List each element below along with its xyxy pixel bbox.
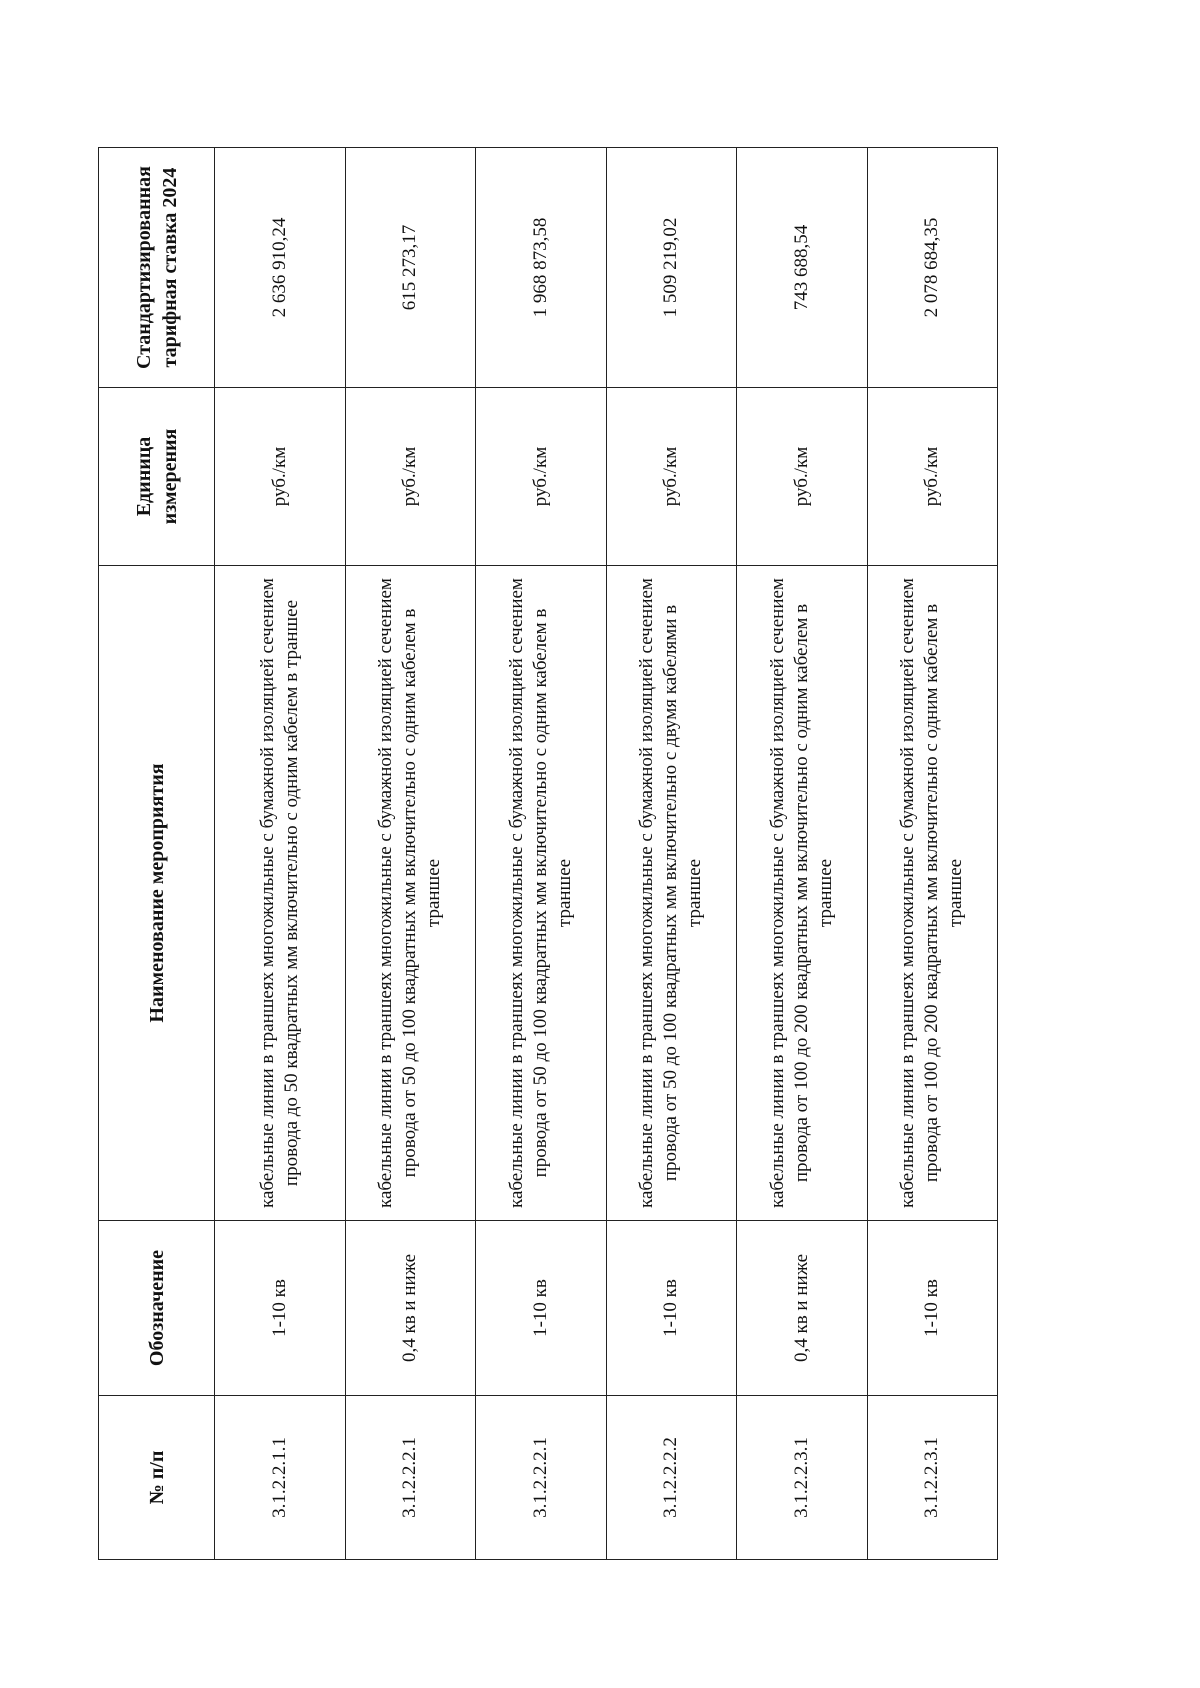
cell-unit: руб./км [476, 388, 607, 566]
cell-code: 1-10 кв [476, 1221, 607, 1396]
cell-num: 3.1.2.2.3.1 [737, 1396, 868, 1560]
cell-code: 0,4 кв и ниже [737, 1221, 868, 1396]
table-header-row [99, 148, 215, 1560]
cell-rate: 2 078 684,35 [867, 148, 998, 388]
cell-num: 3.1.2.2.1.1 [215, 1396, 346, 1560]
table-row [476, 148, 607, 1560]
table-row [737, 148, 868, 1560]
cell-rate: 1 968 873,58 [476, 148, 607, 388]
cell-code: 0,4 кв и ниже [345, 1221, 476, 1396]
table-row [867, 148, 998, 1560]
table-row [215, 148, 346, 1560]
cell-name: кабельные линии в траншеях многожильные с бумажной изоляцией сечением провода от 100 до 200 квадратных мм включительно с одним кабелем в траншее [737, 566, 868, 1221]
header-code: Обозначение [99, 1221, 215, 1396]
cell-num: 3.1.2.2.3.1 [867, 1396, 998, 1560]
cell-name: кабельные линии в траншеях многожильные с бумажной изоляцией сечением провода от 50 до 100 квадратных мм включительно с двумя кабелями в траншее [606, 566, 737, 1221]
header-name: Наименование мероприятия [99, 566, 215, 1221]
cell-unit: руб./км [606, 388, 737, 566]
rotated-table-container [98, 148, 998, 1560]
cell-num: 3.1.2.2.2.1 [476, 1396, 607, 1560]
cell-name: кабельные линии в траншеях многожильные с бумажной изоляцией сечением провода от 100 до 200 квадратных мм включительно с одним кабелем в траншее [867, 566, 998, 1221]
cell-rate: 743 688,54 [737, 148, 868, 388]
cell-unit: руб./км [345, 388, 476, 566]
cell-unit: руб./км [867, 388, 998, 566]
table-row [345, 148, 476, 1560]
cell-unit: руб./км [215, 388, 346, 566]
cell-name: кабельные линии в траншеях многожильные с бумажной изоляцией сечением провода от 50 до 100 квадратных мм включительно с одним кабелем в траншее [345, 566, 476, 1221]
cell-code: 1-10 кв [215, 1221, 346, 1396]
cell-num: 3.1.2.2.2.1 [345, 1396, 476, 1560]
cell-code: 1-10 кв [867, 1221, 998, 1396]
cell-unit: руб./км [737, 388, 868, 566]
header-num: № п/п [99, 1396, 215, 1560]
cell-code: 1-10 кв [606, 1221, 737, 1396]
tariff-rates-table [98, 147, 998, 1560]
header-rate: Стандартизированная тарифная ставка 2024 [99, 148, 215, 388]
table-row [606, 148, 737, 1560]
cell-rate: 1 509 219,02 [606, 148, 737, 388]
cell-name: кабельные линии в траншеях многожильные с бумажной изоляцией сечением провода до 50 квадратных мм включительно с одним кабелем в траншее [215, 566, 346, 1221]
cell-rate: 615 273,17 [345, 148, 476, 388]
header-unit: Единица измерения [99, 388, 215, 566]
cell-num: 3.1.2.2.2.2 [606, 1396, 737, 1560]
cell-name: кабельные линии в траншеях многожильные с бумажной изоляцией сечением провода от 50 до 100 квадратных мм включительно с одним кабелем в траншее [476, 566, 607, 1221]
cell-rate: 2 636 910,24 [215, 148, 346, 388]
